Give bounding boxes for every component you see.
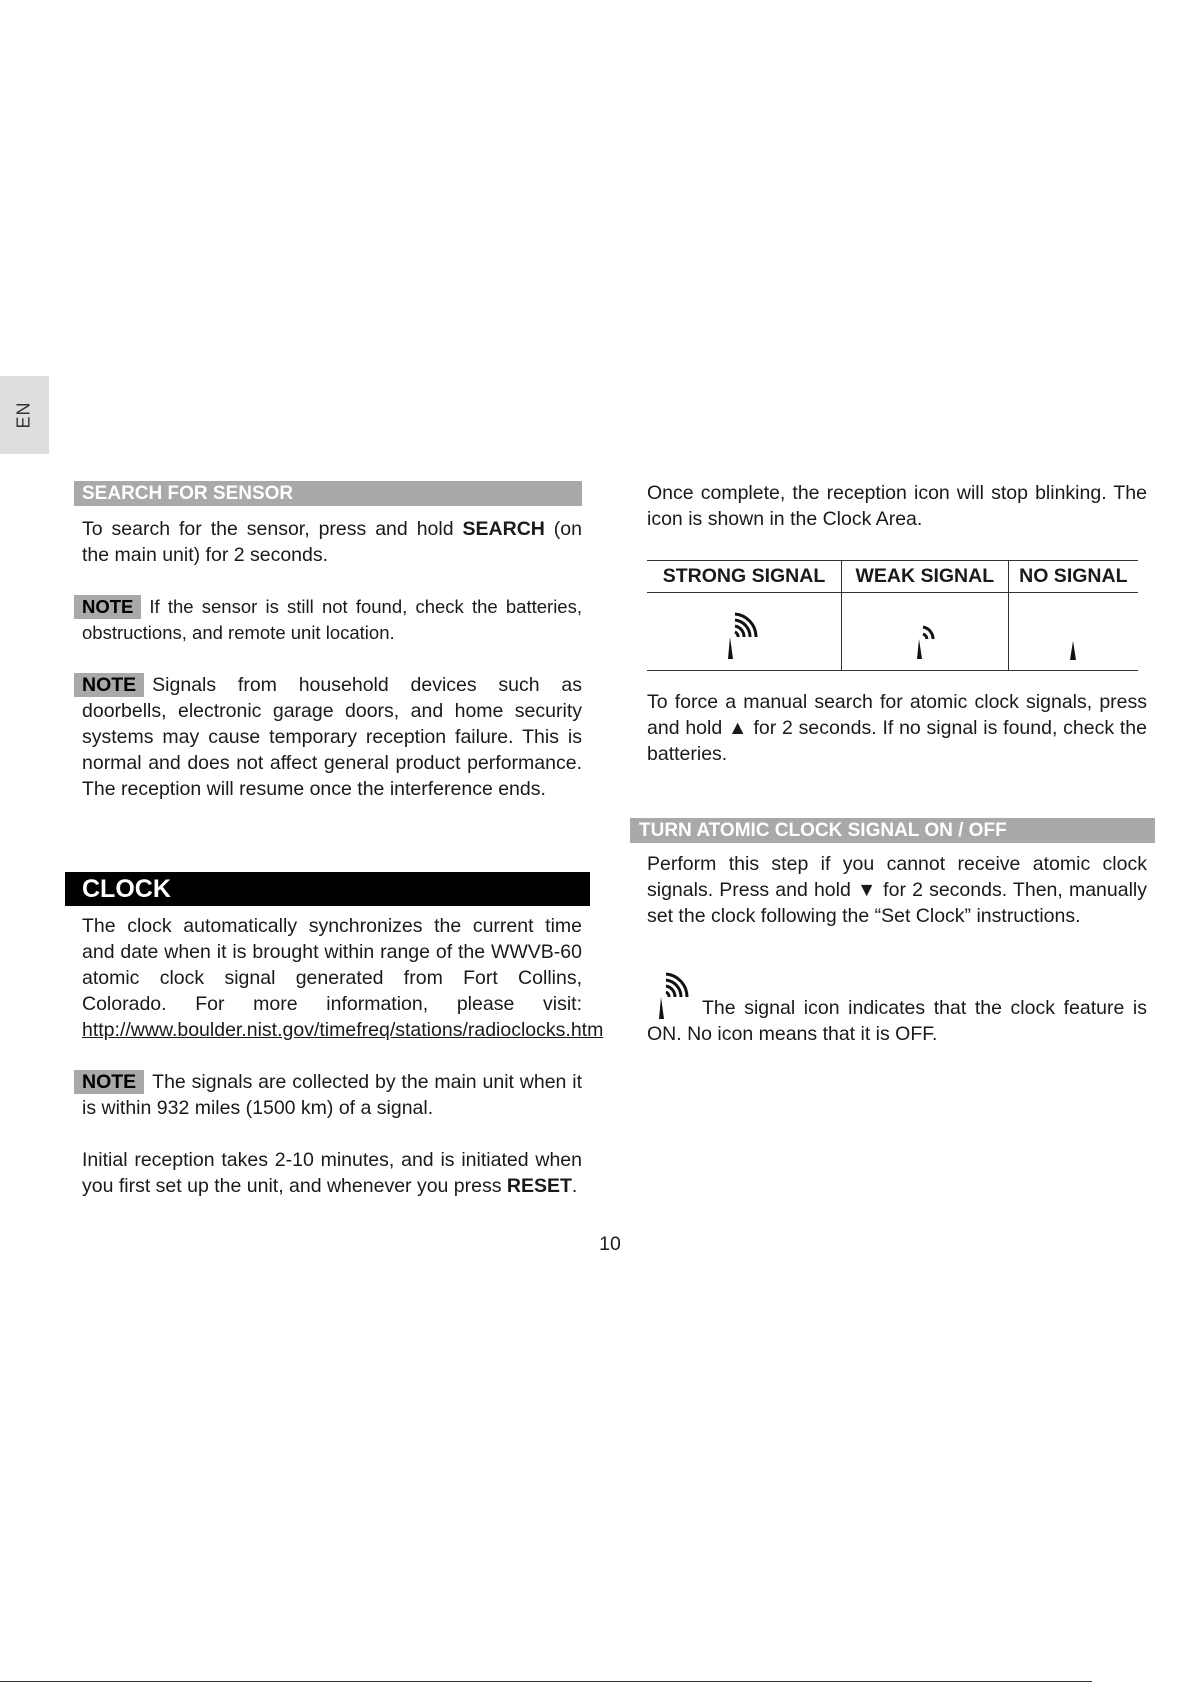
initial-reception-text: Initial reception takes 2-10 minutes, and is initiated when you first set up the unit, and whenever you press RESET. <box>82 1149 582 1197</box>
header-no-signal: NO SIGNAL <box>1008 561 1138 593</box>
header-strong-signal: STRONG SIGNAL <box>647 561 841 593</box>
nist-radioclocks-link[interactable]: http://www.boulder.nist.gov/timefreq/stations/radioclocks.htm <box>82 1019 604 1041</box>
force-search-text: To force a manual search for atomic clock signals, press and hold ▲ for 2 seconds. If no signal is found, check the batteries. <box>647 691 1147 765</box>
note-signal-range: NOTE The signals are collected by the main unit when it is within 932 miles (1500 km) of a signal. <box>74 1069 582 1121</box>
right-column <box>639 480 1147 1047</box>
down-arrow-icon: ▼ <box>856 879 878 901</box>
signal-weak-icon <box>913 623 937 661</box>
language-tab-label: EN <box>13 401 34 429</box>
cell-weak-signal <box>841 593 1008 671</box>
clock-heading: CLOCK <box>65 872 590 906</box>
clock-description: The clock automatically synchronizes the current time and date when it is brought within range of the WWVB-60 atomic clock signal generated from Fort Collins, Colorado. For more information, please visit: http://www.boulder.nist.gov/timefreq/stations/radioclocks.htm <box>82 915 604 1041</box>
bottom-divider <box>0 1681 1092 1682</box>
signal-icon-explanation <box>639 969 1147 1047</box>
search-instructions: To search for the sensor, press and hold SEARCH (on the main unit) for 2 seconds. <box>82 518 582 566</box>
note-badge: NOTE <box>74 595 141 619</box>
up-arrow-icon: ▲ <box>727 717 748 739</box>
reception-complete-text: Once complete, the reception icon will stop blinking. The icon is shown in the Clock Area. <box>647 482 1147 530</box>
language-tab <box>0 376 49 454</box>
note-sensor-not-found: NOTE If the sensor is still not found, check the batteries, obstructions, and remote unit location. <box>74 594 582 646</box>
cell-strong-signal <box>647 593 841 671</box>
note-badge: NOTE <box>74 1070 144 1094</box>
header-weak-signal: WEAK SIGNAL <box>841 561 1008 593</box>
left-column <box>74 481 604 1199</box>
perform-step-text: Perform this step if you cannot receive atomic clock signals. Press and hold ▼ for 2 seconds. Then, manually set the clock following the “Set Clock” instructions. <box>647 853 1147 927</box>
page-number: 10 <box>599 1233 621 1255</box>
signal-strength-table <box>647 560 1138 671</box>
signal-strong-icon <box>724 611 764 661</box>
note-household-interference: NOTE Signals from household devices such as doorbells, electronic garage doors, and home security systems may cause temporary reception failure. This is normal and does not affect general product performance. The reception will resume once the interference ends. <box>74 672 582 802</box>
signal-none-icon <box>1067 639 1079 661</box>
cell-no-signal <box>1008 593 1138 671</box>
note-badge: NOTE <box>74 673 144 697</box>
turn-atomic-clock-heading: TURN ATOMIC CLOCK SIGNAL ON / OFF <box>630 818 1155 843</box>
signal-icon <box>655 969 695 1021</box>
search-for-sensor-heading: SEARCH FOR SENSOR <box>74 481 582 506</box>
signal-icon-text: The signal icon indicates that the clock feature is ON. No icon means that it is OFF. <box>647 997 1147 1045</box>
